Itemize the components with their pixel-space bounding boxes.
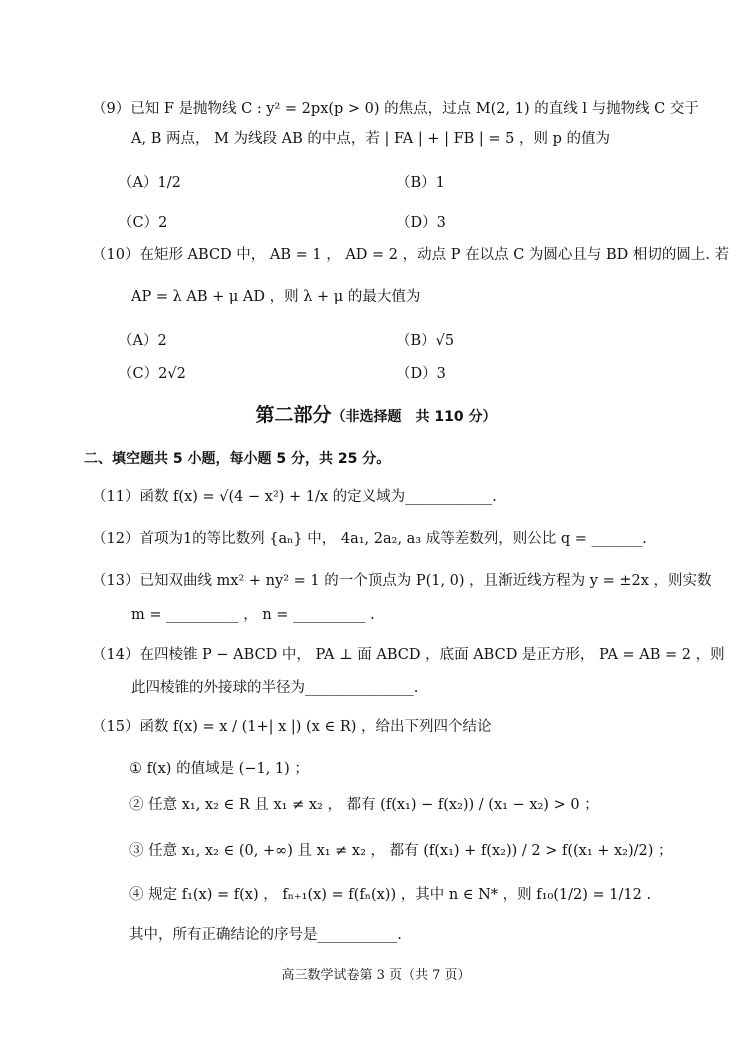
option-label: （A） [118,175,158,191]
q15-item1: ① f(x) 的值域是 (−1, 1) ； [129,761,309,777]
option-value: √5 [435,333,455,349]
option-value: 1 [435,175,445,191]
option-value: 2√2 [158,366,186,382]
q13-line1: （13）已知双曲线 mx² + ny² = 1 的一个顶点为 P(1, 0) ，且渐近线方程为 y = ±2x ，则实数 [92,573,712,589]
q10-option-a [118,330,167,352]
option-label: （C） [118,366,159,382]
page-footer: 高三数学试卷第 3 页（共 7 页） [281,968,471,983]
option-value: 3 [436,215,446,231]
option-value: 2 [158,215,168,231]
q15-item4: ④ 规定 f₁(x) = f(x) ， fₙ₊₁(x) = f(fₙ(x)) ，其中 n ∈ N* ，则 f₁₀(1/2) = 1/12 . [129,887,652,903]
option-label: （B） [396,333,436,349]
q14-line2: 此四棱锥的外接球的半径为_______________. [131,680,419,696]
q13-line2: m = __________ ， n = __________ . [131,607,375,623]
part-title-sub: （非选择题 共 110 分） [331,409,497,425]
q15-item3: ③ 任意 x₁, x₂ ∈ (0, +∞) 且 x₁ ≠ x₂ ， 都有 (f(x₁) + f(x₂)) / 2 > f((x₁ + x₂)/2) ； [129,843,673,859]
option-value: 3 [436,366,446,382]
section-heading: 二、填空题共 5 小题，每小题 5 分，共 25 分。 [84,451,391,467]
option-label: （A） [118,333,158,349]
q9-option-c [118,212,167,234]
option-label: （C） [118,215,159,231]
q15-line1: （15）函数 f(x) = x / (1+| x |) (x ∈ R) ，给出下列四个结论 [92,719,492,735]
q10-line1: （10）在矩形 ABCD 中， AB = 1 ， AD = 2 ，动点 P 在以点 C 为圆心且与 BD 相切的圆上. 若 [92,247,730,263]
q14-line1: （14）在四棱锥 P − ABCD 中， PA ⊥ 面 ABCD ，底面 ABCD 是正方形， PA = AB = 2 ，则 [92,647,725,663]
q12-line: （12）首项为1的等比数列 {aₙ} 中， 4a₁, 2a₂, a₃ 成等差数列，则公比 q = _______. [92,531,647,547]
option-value: 1/2 [157,175,181,191]
q9-line2: A, B 两点， M 为线段 AB 的中点，若 | FA | + | FB | = 5 ，则 p 的值为 [131,131,611,147]
q15-conclusion: 其中，所有正确结论的序号是___________. [129,927,402,943]
option-label: （D） [396,366,437,382]
option-value: 2 [157,333,167,349]
option-label: （D） [396,215,437,231]
q15-item2: ② 任意 x₁, x₂ ∈ R 且 x₁ ≠ x₂ ， 都有 (f(x₁) − f(x₂)) / (x₁ − x₂) > 0 ； [129,797,599,813]
q9-line1: （9）已知 F 是抛物线 C : y² = 2px(p > 0) 的焦点，过点 M(2, 1) 的直线 l 与抛物线 C 交于 [92,101,699,117]
part-title [0,400,752,427]
q10-option-d [396,363,446,385]
q9-option-b [396,172,445,194]
q10-option-c [118,363,186,385]
q10-option-b [396,330,454,352]
q9-option-a [118,172,181,194]
part-title-main: 第二部分 [255,404,332,426]
option-label: （B） [396,175,436,191]
q9-option-d [396,212,446,234]
q10-line2: AP = λ AB + μ AD ，则 λ + μ 的最大值为 [131,289,421,305]
q11-line: （11）函数 f(x) = √(4 − x²) + 1/x 的定义域为____________. [92,489,497,505]
